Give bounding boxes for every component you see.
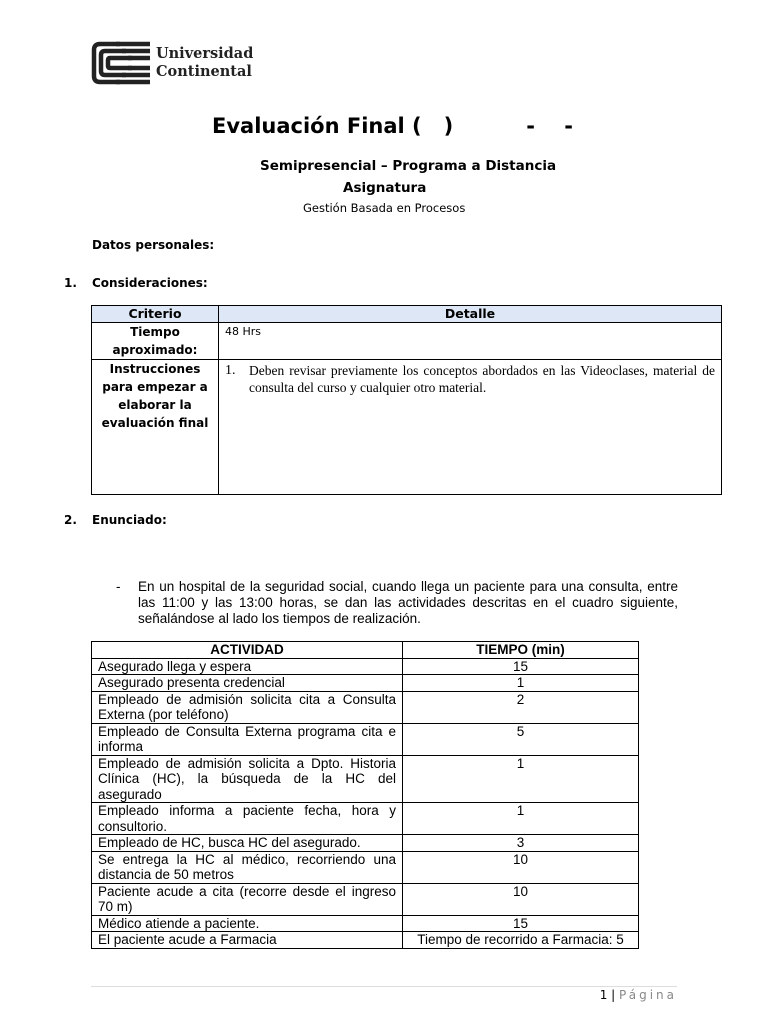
time-cell: 3 [403, 835, 639, 852]
time-cell: 15 [403, 915, 639, 932]
footer-divider [91, 986, 677, 987]
instruction-text: Deben revisar previamente los conceptos abordados en las Videoclases, material de consulta del curso y cualquier otro material. [249, 363, 715, 395]
section-label: Consideraciones: [92, 276, 208, 290]
time-cell: 1 [403, 755, 639, 803]
criteria-header-criterio: Criterio [92, 306, 219, 323]
logo-line-1: Universidad [156, 45, 254, 62]
statement-heading [64, 513, 167, 527]
table-row [92, 675, 639, 692]
time-cell: 1 [403, 675, 639, 692]
activity-cell: Se entrega la HC al médico, recorriendo una distancia de 50 metros [92, 851, 403, 883]
table-row [92, 835, 639, 852]
course-name: Gestión Basada en Procesos [303, 201, 466, 215]
logo-line-2: Continental [156, 63, 252, 80]
time-cell: Tiempo de recorrido a Farmacia: 5 [403, 932, 639, 949]
section-number: 2. [64, 513, 77, 527]
activity-cell: Empleado de admisión solicita a Dpto. Historia Clínica (HC), la búsqueda de la HC del asegurado [92, 755, 403, 803]
criteria-header-detalle: Detalle [219, 306, 722, 323]
time-cell: 1 [403, 803, 639, 835]
table-row [92, 803, 639, 835]
bullet-dash: - [116, 579, 121, 594]
time-cell: 2 [403, 691, 639, 723]
university-logo [90, 40, 260, 86]
activity-header: ACTIVIDAD [92, 642, 403, 659]
criteria-row-label: Tiempo aproximado: [92, 323, 219, 360]
criteria-row-value [219, 360, 722, 495]
continental-logo-icon [90, 40, 152, 86]
personal-data-label: Datos personales: [92, 238, 215, 252]
subtitle: Semipresencial – Programa a Distancia [260, 158, 557, 174]
statement-text: En un hospital de la seguridad social, cuando llega un paciente para una consulta, entre las 11:00 y las 13:00 horas, se dan las actividades descritas en el cuadro siguiente, señalándose al lado los tiempos de realización. [138, 579, 678, 626]
statement-paragraph [116, 579, 678, 627]
activity-table [91, 641, 639, 949]
footer-separator: | [611, 988, 616, 1002]
subject-label: Asignatura [343, 180, 427, 196]
section-number: 1. [64, 276, 77, 290]
table-row [92, 932, 639, 949]
criteria-row-label: Instrucciones para empezar a elaborar la evaluación final [92, 360, 219, 495]
activity-cell: Asegurado llega y espera [92, 658, 403, 675]
page-label: Página [619, 988, 677, 1002]
table-row [92, 691, 639, 723]
activity-cell: Empleado informa a paciente fecha, hora y consultorio. [92, 803, 403, 835]
page-footer [600, 988, 677, 1002]
table-row [92, 915, 639, 932]
activity-cell: Médico atiende a paciente. [92, 915, 403, 932]
criteria-row-value: 48 Hrs [219, 323, 722, 360]
time-header: TIEMPO (min) [403, 642, 639, 659]
activity-cell: El paciente acude a Farmacia [92, 932, 403, 949]
activity-cell: Paciente acude a cita (recorre desde el ingreso 70 m) [92, 883, 403, 915]
activity-cell: Empleado de HC, busca HC del asegurado. [92, 835, 403, 852]
time-cell: 5 [403, 723, 639, 755]
page-title: Evaluación Final ( ) - - [212, 114, 573, 138]
activity-cell: Empleado de Consulta Externa programa cita e informa [92, 723, 403, 755]
instruction-number: 1. [225, 363, 236, 378]
time-cell: 10 [403, 883, 639, 915]
table-row [92, 658, 639, 675]
time-cell: 10 [403, 851, 639, 883]
table-row [92, 723, 639, 755]
criteria-table [91, 305, 722, 495]
table-row [92, 883, 639, 915]
activity-cell: Empleado de admisión solicita cita a Consulta Externa (por teléfono) [92, 691, 403, 723]
page-number: 1 [599, 988, 608, 1002]
table-row [92, 851, 639, 883]
considerations-heading [64, 276, 208, 290]
table-row [92, 755, 639, 803]
activity-cell: Asegurado presenta credencial [92, 675, 403, 692]
time-cell: 15 [403, 658, 639, 675]
personal-data-heading [64, 238, 214, 252]
section-label: Enunciado: [92, 513, 167, 527]
